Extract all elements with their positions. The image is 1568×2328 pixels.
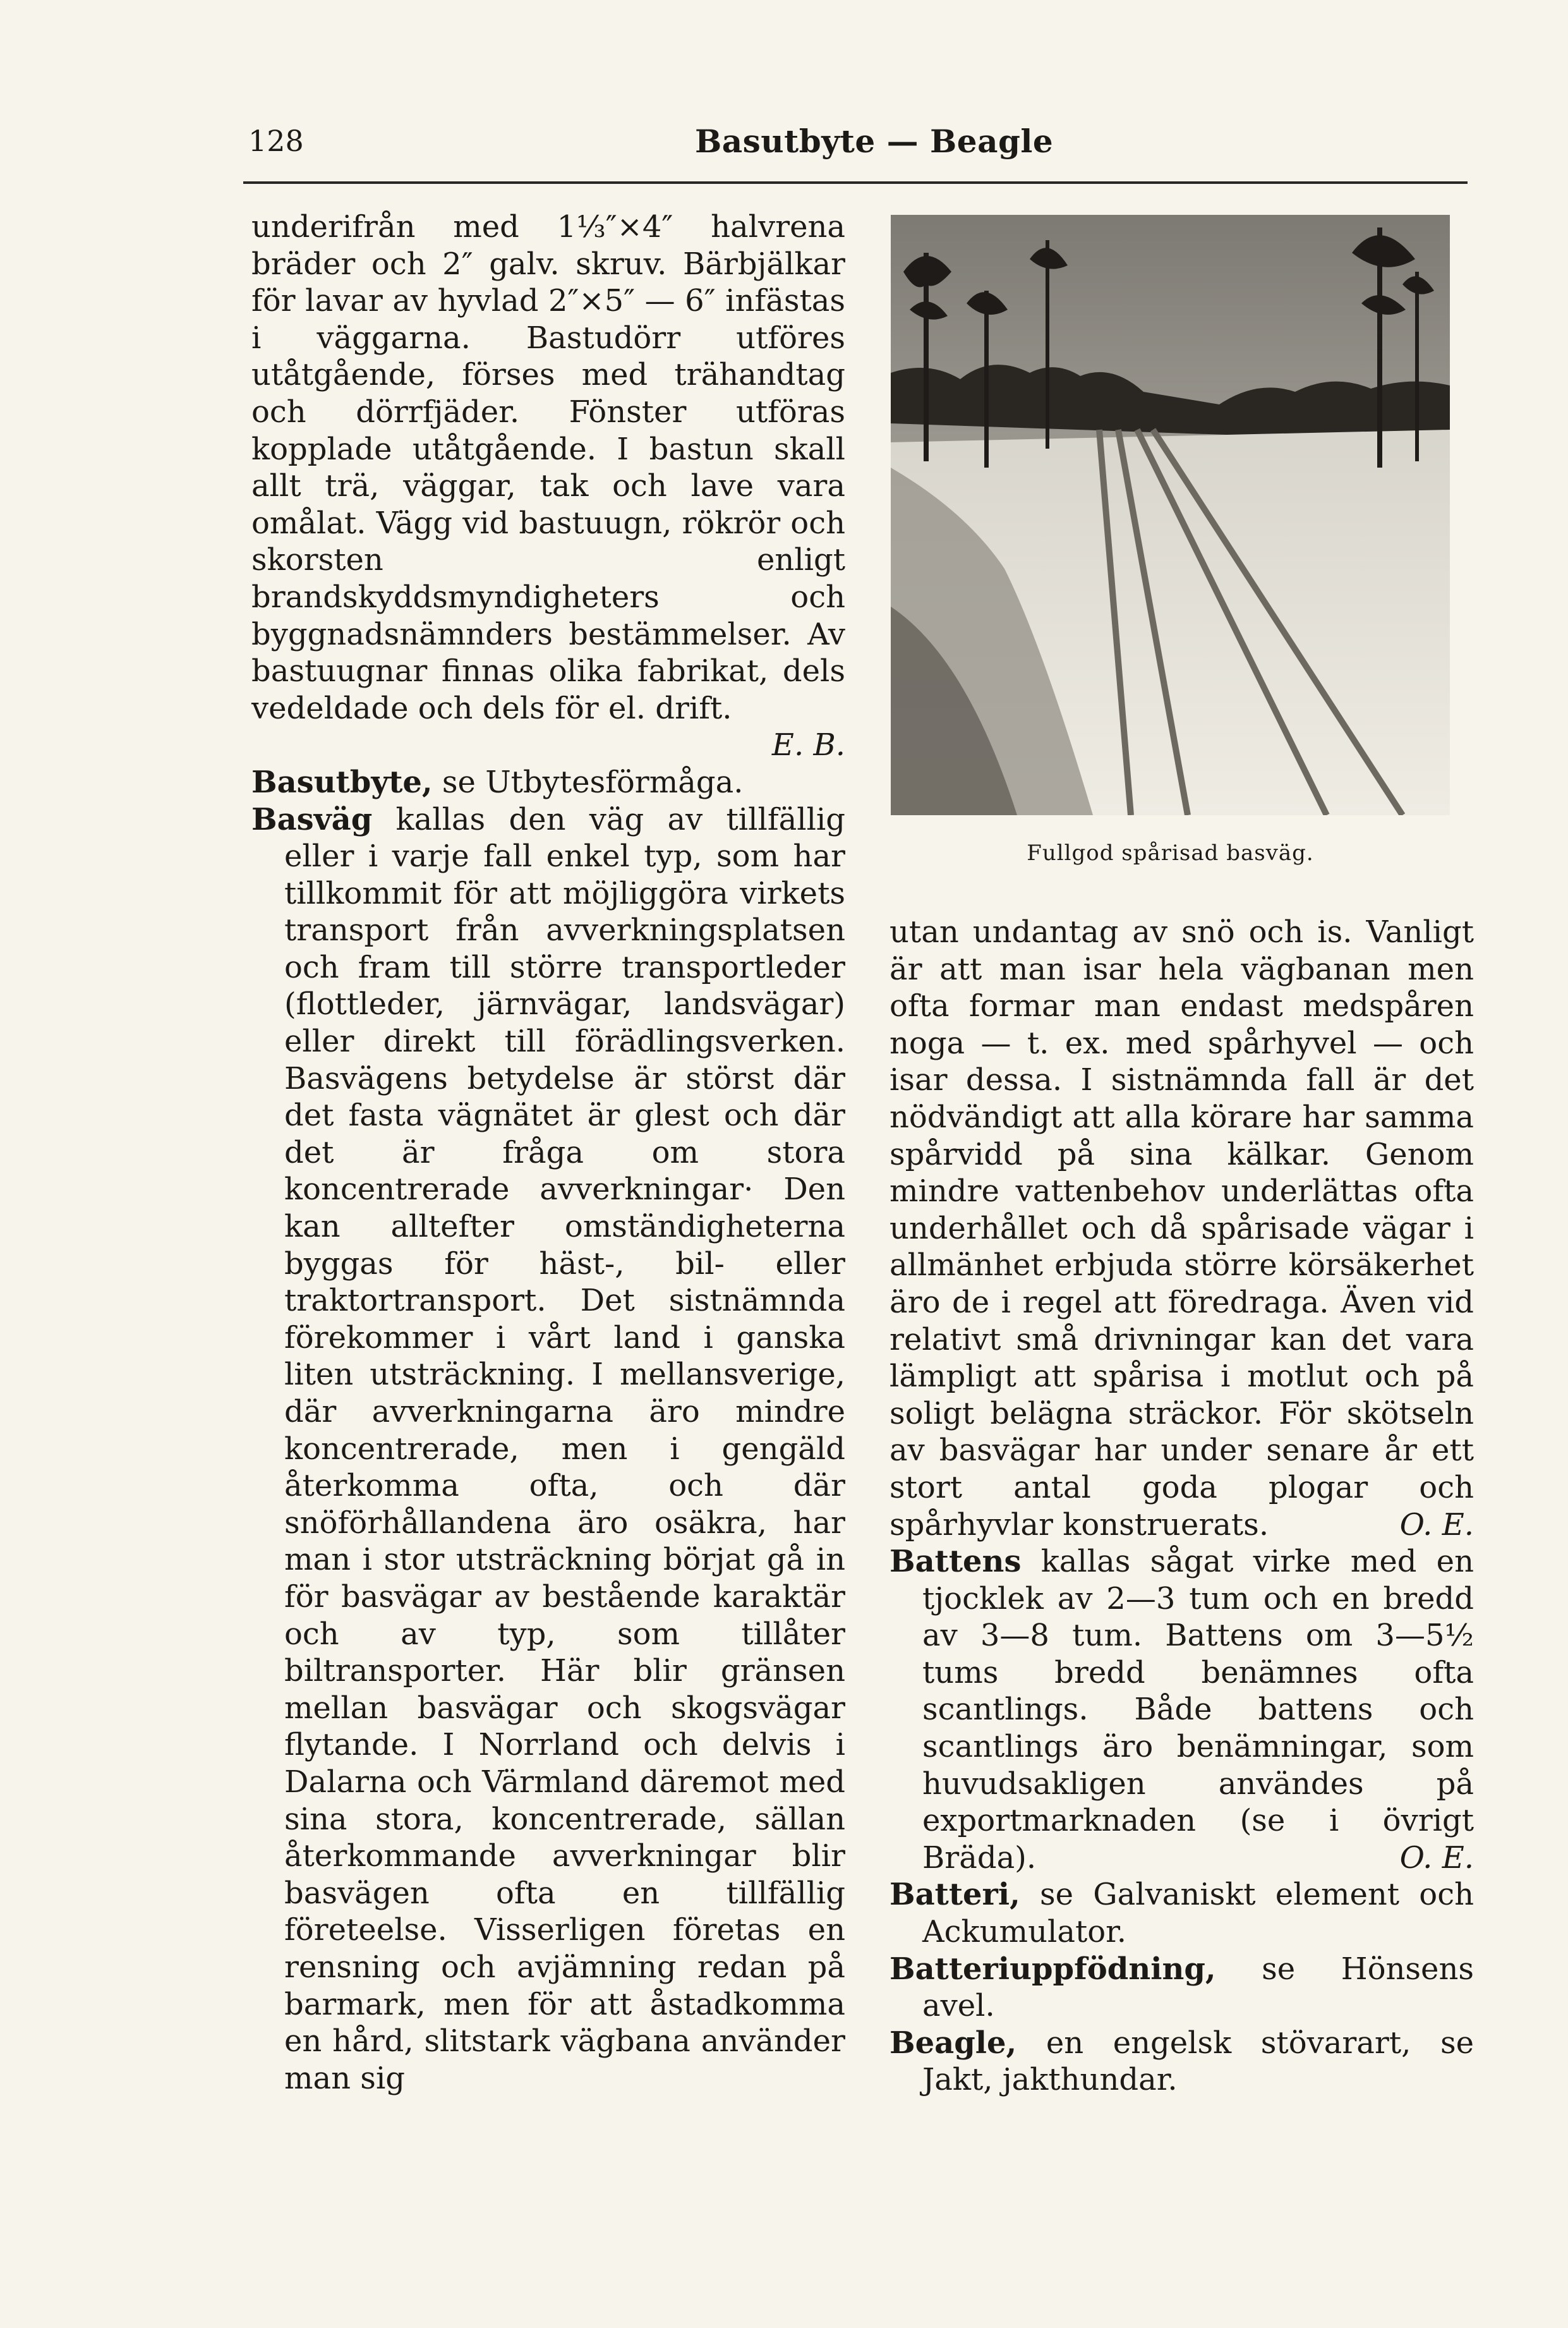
entry-beagle-text: en engelsk stövarart, se Jakt, jakthundar. bbox=[922, 2025, 1474, 2098]
headword-battens: Battens bbox=[890, 1544, 1022, 1580]
entry-basutbyte-text: se Utbytesförmåga. bbox=[432, 764, 744, 800]
entry-batteri-text: se Galvaniskt element och Ackumulator. bbox=[922, 1877, 1474, 1950]
bastu-continuation-paragraph bbox=[251, 209, 845, 764]
headword-beagle: Beagle, bbox=[890, 2025, 1017, 2061]
page-number: 128 bbox=[248, 124, 304, 158]
entry-batteriuppfodning-text: se Hönsens avel. bbox=[922, 1951, 1474, 2024]
signature-eb: E. B. bbox=[771, 727, 845, 763]
entry-batteri bbox=[890, 1876, 1474, 1950]
entry-basutbyte bbox=[251, 764, 845, 801]
signature-oe-2: O. E. bbox=[1399, 1840, 1474, 1876]
entry-battens-text: kallas sågat virke med en tjocklek av 2—3 tum och en bredd av 3—8 tum. Battens om 3—5½ tums bredd benämnes ofta scantlings. Både battens och scantlings äro benämningar, som huvudsakligen användes på exportmarknaden (se i övrigt Bräda). bbox=[922, 1544, 1474, 1876]
headword-batteriuppfodning: Batteriuppfödning, bbox=[890, 1951, 1216, 1987]
header-rule bbox=[243, 181, 1468, 184]
headword-basutbyte: Basutbyte, bbox=[251, 764, 433, 800]
basvag-continuation-text: utan undantag av snö och is. Vanligt är att man isar hela vägbanan men ofta formar man endast medspåren noga — t. ex. med spårhyvel — och isar dessa. I sistnämnda fall är det nödvändigt att alla körare har samma spårvidd på sina kälkar. Genom mindre vattenbehov underlättas ofta underhållet och då spårisade vägar i allmänhet erbjuda större körsäkerhet äro de i regel att föredraga. Även vid relativt små drivningar kan det vara lämpligt att spårisa i motlut och på soligt belägna sträckor. För skötseln av basvägar har under senare år ett stort antal goda plogar och spårhyvlar konstruerats. bbox=[890, 914, 1474, 1543]
basvag-continuation-paragraph bbox=[890, 914, 1474, 1543]
entry-beagle bbox=[890, 2025, 1474, 2099]
entry-basvag-text: kallas den väg av tillfällig eller i varje fall enkel typ, som har tillkommit för att möjliggöra virkets transport från avverkningsplatsen och fram till större transportleder (flottleder, järnvägar, landsvägar) eller direkt till förädlingsverken. Basvägens betydelse är störst där det fasta vägnätet är glest och där det är fråga om stora koncentrerade avverkningar· Den kan alltefter omständigheterna byggas för häst-, bil- eller traktortransport. Det sistnämnda förekommer i vårt land i ganska liten utsträckning. I mellansverige, där avverkningarna äro mindre koncentrerade, men i gengäld återkomma ofta, och där snöförhållandena äro osäkra, har man i stor utsträckning börjat gå in för basvägar av bestående karaktär och av typ, som tillåter biltransporter. Här blir gränsen mellan basvägar och skogsvägar flytande. I Norrland och delvis i Dalarna och Värmland däremot med sina stora, koncentrerade, sällan återkommande avverkningar blir basvägen ofta en tillfällig företeelse. Visserligen företas en rensning och avjämning redan på barmark, men för att åstadkomma en hård, slitstark vägbana använder man sig bbox=[284, 801, 845, 2096]
photo-snow-road bbox=[891, 215, 1450, 815]
photo-illustration bbox=[891, 215, 1450, 815]
left-column bbox=[251, 209, 845, 2097]
entry-basvag bbox=[251, 801, 845, 2097]
running-head: Basutbyte — Beagle bbox=[695, 123, 1054, 160]
headword-batteri: Batteri, bbox=[890, 1877, 1020, 1913]
bastu-continuation-text: underifrån med 1⅓″×4″ halvrena bräder och 2″ galv. skruv. Bärbjälkar för lavar av hyvlad 2″×5″ — 6″ infästas i väggarna. Bastudörr utföres utåtgående, förses med trähandtag och dörrfjäder. Fönster utföras kopplade utåtgående. I bastun skall allt trä, väggar, tak och lave vara omålat. Vägg vid bastuugn, rökrör och skorsten enligt brandskyddsmyndigheters och byggnadsnämnders bestämmelser. Av bastuugnar finnas olika fabrikat, dels vedeldade och dels för el. drift. bbox=[251, 209, 845, 726]
entry-battens bbox=[890, 1543, 1474, 1876]
entry-batteriuppfodning bbox=[890, 1951, 1474, 2025]
headword-basvag: Basväg bbox=[251, 801, 373, 837]
signature-oe-1: O. E. bbox=[1399, 1507, 1474, 1543]
right-column bbox=[890, 914, 1474, 2099]
figure-caption: Fullgod spårisad basväg. bbox=[1027, 840, 1314, 866]
